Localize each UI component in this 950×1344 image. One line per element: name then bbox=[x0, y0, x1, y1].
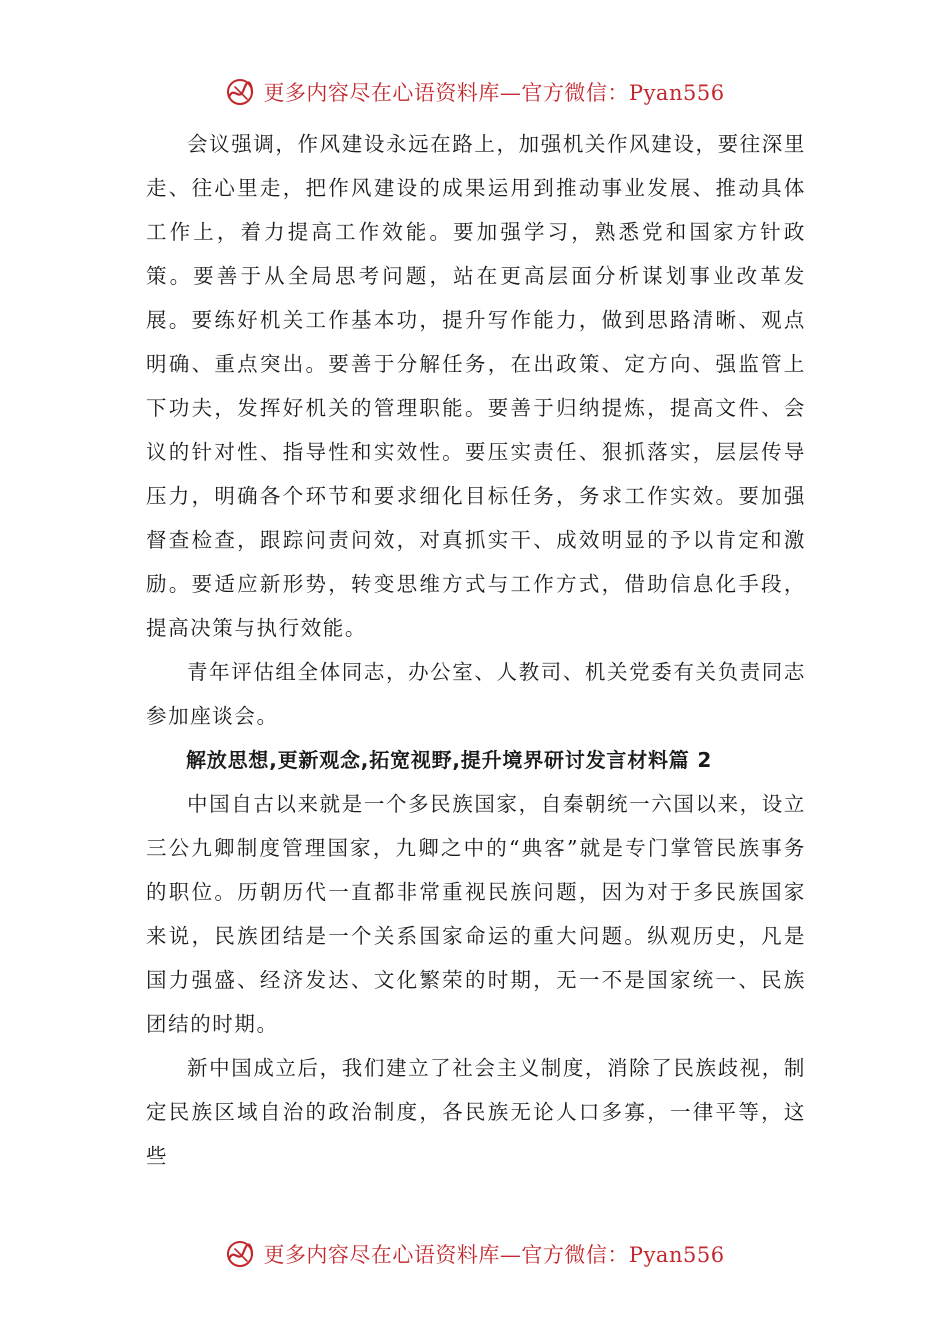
document-body bbox=[146, 122, 806, 1178]
header-watermark bbox=[0, 72, 950, 112]
paragraph-new-china: 新中国成立后，我们建立了社会主义制度，消除了民族歧视，制定民族区域自治的政治制度，各民族无论人口多寡，一律平等，这些 bbox=[146, 1056, 806, 1168]
watermark-text: 更多内容尽在心语资料库—官方微信：Pyan556 bbox=[263, 81, 725, 105]
footer-watermark bbox=[0, 1234, 950, 1274]
paragraph-history: 中国自古以来就是一个多民族国家，自秦朝统一六国以来，设立三公九卿制度管理国家，九卿之中的“典客”就是专门掌管民族事务的职位。历朝历代一直都非常重视民族问题，因为对于多民族国家来说，民族团结是一个关系国家命运的重大问题。纵观历史，凡是国力强盛、经济发达、文化繁荣的时期，无一不是国家统一、民族团结的时期。 bbox=[146, 792, 806, 1036]
signature-logo-icon bbox=[225, 77, 255, 107]
section-heading: 解放思想,更新观念,拓宽视野,提升境界研讨发言材料篇 2 bbox=[186, 748, 713, 772]
signature-logo-icon bbox=[225, 1239, 255, 1269]
paragraph-meeting-emphasis: 会议强调，作风建设永远在路上，加强机关作风建设，要往深里走、往心里走，把作风建设的成果运用到推动事业发展、推动具体工作上，着力提高工作效能。要加强学习，熟悉党和国家方针政策。要善于从全局思考问题，站在更高层面分析谋划事业改革发展。要练好机关工作基本功，提升写作能力，做到思路清晰、观点明确、重点突出。要善于分解任务，在出政策、定方向、强监管上下功夫，发挥好机关的管理职能。要善于归纳提炼，提高文件、会议的针对性、指导性和实效性。要压实责任、狠抓落实，层层传导压力，明确各个环节和要求细化目标任务，务求工作实效。要加强督查检查，跟踪问责问效，对真抓实干、成效明显的予以肯定和激励。要适应新形势，转变思维方式与工作方式，借助信息化手段，提高决策与执行效能。 bbox=[146, 132, 806, 640]
paragraph-attendees: 青年评估组全体同志，办公室、人教司、机关党委有关负责同志参加座谈会。 bbox=[146, 660, 806, 728]
watermark-text: 更多内容尽在心语资料库—官方微信：Pyan556 bbox=[263, 1243, 725, 1267]
